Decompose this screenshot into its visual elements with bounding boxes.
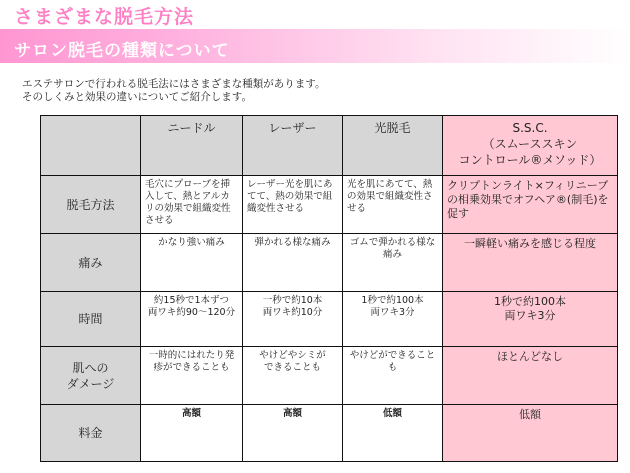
time-ssc	[443, 292, 618, 347]
table-header-row	[41, 116, 618, 176]
time-laser-line-2: 両ワキ約10分	[262, 307, 323, 318]
pain-ssc: 一瞬軽い痛みを感じる程度	[443, 234, 618, 292]
damage-laser-line-1: やけどやシミが	[259, 350, 326, 361]
method-needle: 毛穴にプローブを挿入して、熱とアルカリの効果で組織変性させる	[141, 176, 243, 234]
price-ssc: 低額	[443, 405, 618, 462]
time-ssc-line-2: 両ワキ3分	[504, 309, 556, 322]
time-laser	[243, 292, 343, 347]
method-laser: レーザー光を肌にあてて、熱の効果で組織変性させる	[243, 176, 343, 234]
time-light-line-2: 両ワキ3分	[370, 307, 415, 318]
header-ssc-line-3: コントロール®メソッド）	[458, 153, 602, 167]
row-label-damage-line-2: ダメージ	[66, 376, 115, 391]
intro-line-1: エステサロンで行われる脱毛法にはさまざまな種類があります。	[22, 78, 326, 90]
price-light: 低額	[343, 405, 443, 462]
price-laser: 高額	[243, 405, 343, 462]
header-ssc-line-2: （スムーススキン	[482, 137, 578, 151]
method-light: 光を肌にあてて、熱の効果で組織変性させる	[343, 176, 443, 234]
table-row-time	[41, 292, 618, 347]
damage-ssc: ほとんどなし	[443, 347, 618, 405]
time-needle-line-1: 約15秒で1本ずつ	[153, 295, 230, 306]
header-light: 光脱毛	[343, 116, 443, 176]
damage-laser	[243, 347, 343, 405]
row-label-price: 料金	[41, 405, 141, 462]
time-light	[343, 292, 443, 347]
header-laser: レーザー	[243, 116, 343, 176]
time-needle	[141, 292, 243, 347]
section-title: サロン脱毛の種類について	[14, 41, 230, 61]
row-label-damage	[41, 347, 141, 405]
pain-light: ゴムで弾かれる様な痛み	[343, 234, 443, 292]
header-empty-cell	[41, 116, 141, 176]
table-row-damage	[41, 347, 618, 405]
row-label-method: 脱毛方法	[41, 176, 141, 234]
intro-text	[22, 78, 325, 104]
table-row-pain	[41, 234, 618, 292]
method-ssc: クリプトンライト×フィリニーブの相乗効果でオフヘア®(制毛)を促す	[443, 176, 618, 234]
time-needle-line-2: 両ワキ約90～120分	[147, 307, 236, 318]
damage-needle: 一時的にはれたり発疹ができることも	[141, 347, 243, 405]
table-row-price	[41, 405, 618, 462]
section-header-bar	[0, 29, 630, 63]
header-ssc	[443, 116, 618, 176]
damage-light: やけどができることも	[343, 347, 443, 405]
time-ssc-line-1: 1秒で約100本	[494, 295, 566, 308]
time-laser-line-1: 一秒で約10本	[262, 295, 323, 306]
pain-laser: 弾かれる様な痛み	[243, 234, 343, 292]
comparison-table	[40, 115, 618, 462]
page-title: さまざまな脱毛方法	[14, 6, 195, 28]
table-row-method	[41, 176, 618, 234]
price-needle: 高額	[141, 405, 243, 462]
damage-laser-line-2: できることも	[263, 362, 321, 373]
time-light-line-1: 1秒で約100本	[361, 295, 424, 306]
pain-needle: かなり強い痛み	[141, 234, 243, 292]
row-label-time: 時間	[41, 292, 141, 347]
header-needle: ニードル	[141, 116, 243, 176]
intro-line-2: そのしくみと効果の違いについてご紹介します。	[22, 91, 252, 103]
row-label-pain: 痛み	[41, 234, 141, 292]
row-label-damage-line-1: 肌への	[72, 360, 109, 375]
header-ssc-line-1: S.S.C.	[512, 121, 548, 135]
